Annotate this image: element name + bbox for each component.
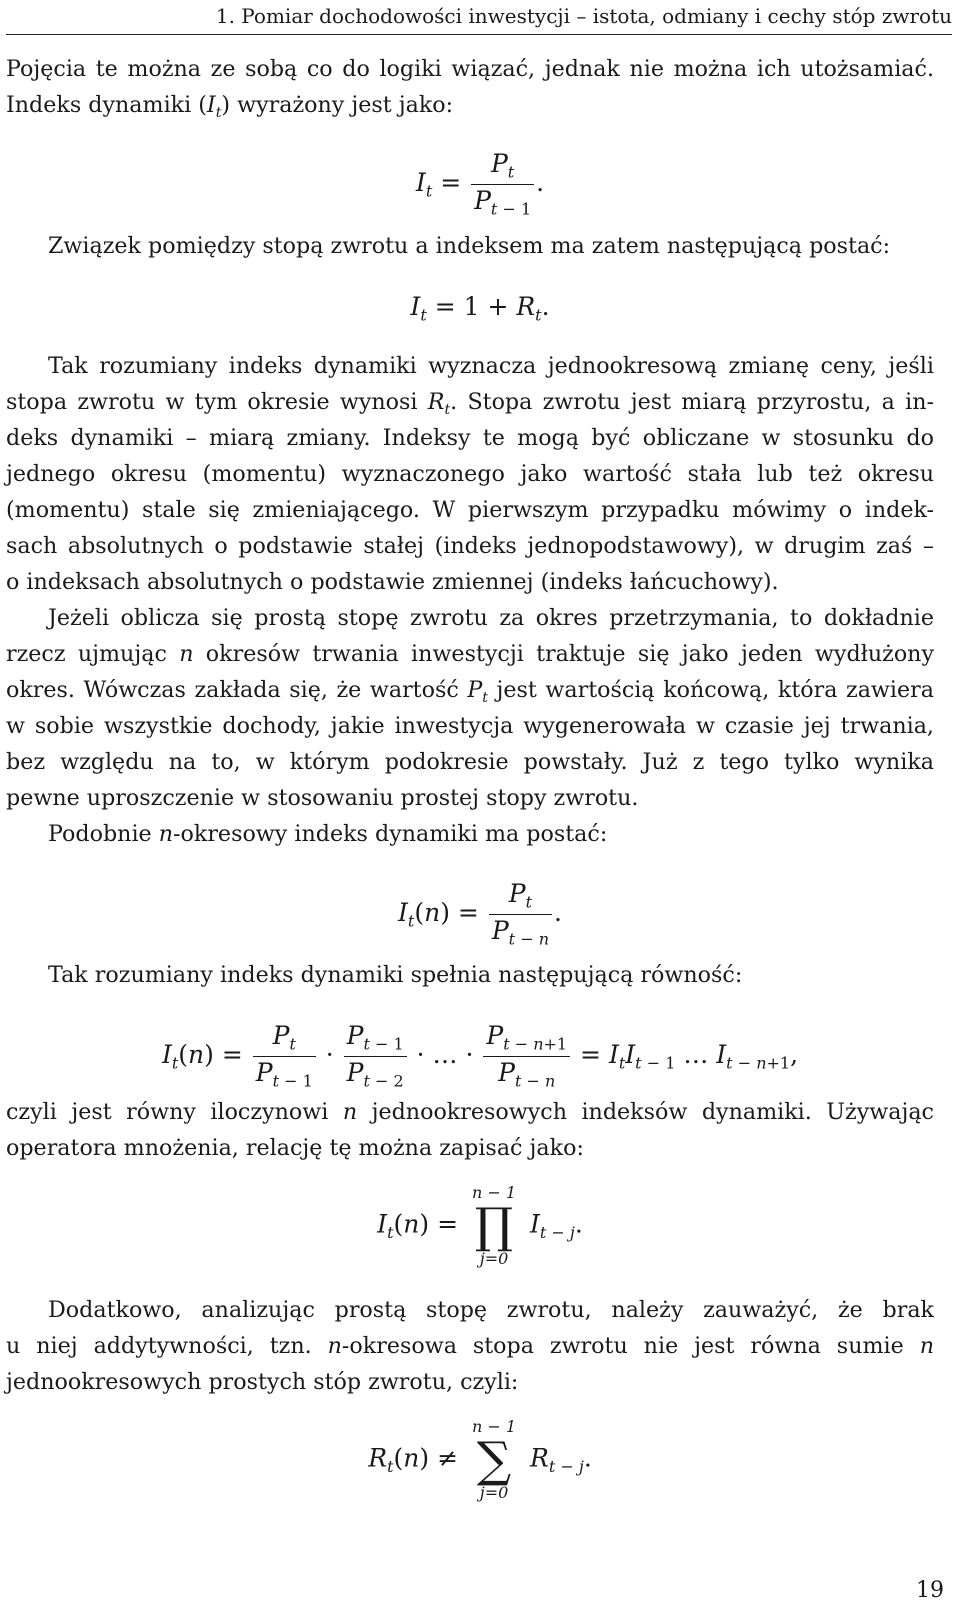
equation-chain-product: $I_t(n)$ = $\frac{P_t}{P_{t - 1}}$ · $\frac{P_{t - 1}}{P_{t - 2}}$ · … · $\frac{P_{t - n+1}}{P_{t - n}}$ = $I_tI_{t - 1}$ … $I_{t - n+1}$,: [161, 1021, 799, 1091]
paragraph-line: stopa zwrotu w tym okresie wynosi $R_t$. Stopa zwrotu jest miarą przyrostu, a in-: [6, 389, 934, 418]
paragraph-line: Związek pomiędzy stopą zwrotu a indeksem ma zatem następującą postać:: [48, 233, 891, 259]
paragraph-line: okres. Wówczas zakłada się, że wartość $P_t$ jest wartością końcową, która zawiera: [6, 677, 934, 706]
paragraph-line: operatora mnożenia, relację tę można zapisać jako:: [6, 1135, 584, 1161]
paragraph-line: Podobnie n-okresowy indeks dynamiki ma postać:: [48, 821, 608, 847]
paragraph-line: czyli jest równy iloczynowi n jednookresowych indeksów dynamiki. Używając: [6, 1099, 934, 1125]
paragraph-line: bez względu na to, w którym podokresie powstały. Już z tego tylko wynika: [6, 749, 934, 775]
page-number: 19: [916, 1578, 944, 1603]
paragraph-line: pewne uproszczenie w stosowaniu prostej stopy zwrotu.: [6, 785, 639, 811]
paragraph-line: o indeksach absolutnych o podstawie zmiennej (indeks łańcuchowy).: [6, 569, 779, 595]
paragraph-line: Indeks dynamiki $(I_t)$ wyrażony jest jako:: [6, 92, 454, 121]
equation-index-definition: $I_t$ = $\frac{P_t}{P_{t - 1}}$ .: [415, 149, 545, 219]
paragraph-line: Jeżeli oblicza się prostą stopę zwrotu za okres przetrzymania, to dokładnie: [48, 605, 934, 631]
paragraph-line: deks dynamiki – miarą zmiany. Indeksy te mogą być obliczane w stosunku do: [6, 425, 934, 451]
paragraph-line: jednego okresu (momentu) wyznaczonego jako wartość stała lub też okresu: [6, 461, 934, 487]
paragraph-line: Pojęcia te można ze sobą co do logiki wiązać, jednak nie można ich utożsamiać.: [6, 56, 934, 82]
equation-product-operator: $I_t(n)$ = n − 1 ∏ j=0 $I_{t - j}$.: [377, 1183, 583, 1268]
paragraph-line: w sobie wszystkie dochody, jakie inwestycja wygenerowała w czasie jej trwania,: [6, 713, 934, 739]
equation-index-return: $I_t = 1 + R_t$.: [410, 292, 550, 325]
paragraph-line: Tak rozumiany indeks dynamiki spełnia następującą równość:: [48, 962, 743, 988]
paragraph-line: sach absolutnych o podstawie stałej (indeks jednopodstawowy), w drugim zaś –: [6, 533, 934, 559]
paragraph-line: Tak rozumiany indeks dynamiki wyznacza jednookresową zmianę ceny, jeśli: [48, 353, 934, 379]
paragraph-line: u niej addytywności, tzn. n-okresowa stopa zwrotu nie jest równa sumie n: [6, 1333, 934, 1359]
running-header: 1. Pomiar dochodowości inwestycji – istota, odmiany i cechy stóp zwrotu: [215, 4, 952, 28]
equation-n-period-index: $I_t(n)$ = $\frac{P_t}{P_{t - n}}$ .: [398, 879, 562, 949]
equation-sum-inequality: $R_t(n)$ ≠ n − 1 ∑ j=0 $R_{t - j}$.: [368, 1417, 592, 1502]
paragraph-line: rzecz ujmując n okresów trwania inwestycji traktuje się jako jeden wydłużony: [6, 641, 935, 667]
header-rule: [6, 34, 952, 35]
paragraph-line: Dodatkowo, analizując prostą stopę zwrotu, należy zauważyć, że brak: [48, 1297, 934, 1323]
paragraph-line: jednookresowych prostych stóp zwrotu, czyli:: [6, 1369, 519, 1395]
paragraph-line: (momentu) stale się zmieniającego. W pierwszym przypadku mówimy o indek-: [6, 497, 934, 523]
